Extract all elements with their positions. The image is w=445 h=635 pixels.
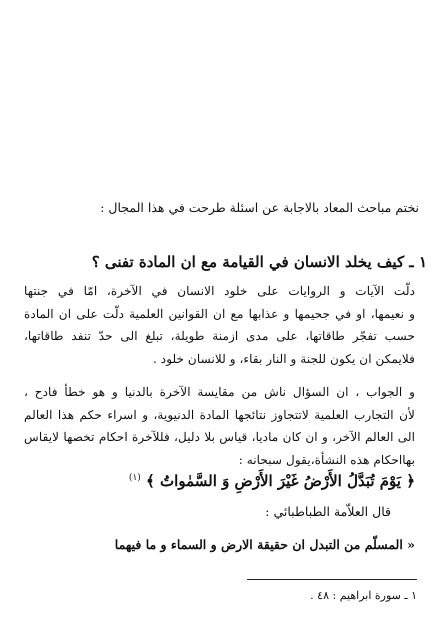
paragraph-line: حسب تفجّر طاقاتها، على مدى ازمنة طويلة، تبلغ الى حدّ تنفد طاقاتها، (24, 329, 415, 343)
quotation-start: « المسلّم من التبدل ان حقيقة الارض و السماء و ما فيهما (114, 537, 415, 552)
paragraph-line: دلّت الآيات و الروايات على خلود الانسان في الآخرة، امّا في جنتها (24, 284, 415, 298)
verse-text: ﴿ يَوْمَ تُبَدَّلُ الأَرْضُ غَيْرَ الأَرْضِ وَ السَّمٰواتُ ﴾ (146, 472, 415, 490)
attribution-line: قال العلاّمة الطباطبائي : (265, 504, 391, 519)
paragraph-line: و الجواب ، ان السؤال ناش من مقايسة الآخرة بالدنيا و هو خطأ فادح ، (24, 385, 415, 399)
question-heading: ١ ـ كيف يخلد الانسان في القيامة مع ان المادة تفنى ؟ (91, 253, 427, 271)
paragraph-line: لأن التجارب العلمية لاتتجاوز نتائجها المادة الدنيوية، و اسراء حكم هذا العالم (24, 407, 415, 422)
paragraph-question-context (24, 280, 415, 370)
footnote-divider (247, 579, 417, 580)
intro-text: نختم مباحث المعاد بالاجابة عن اسئلة طرحت في هذا المجال : (100, 200, 419, 215)
paragraph-line: فلايمكن ان يكون للجنة و النار بقاء، و للانسان خلود . (153, 351, 415, 366)
quran-verse (70, 472, 415, 490)
paragraph-line: بهااحكام هذه النشأة،يقول سبحانه : (238, 452, 415, 467)
paragraph-line: و نعيمها، او في جحيمها و عذابها مع ان القوانين العلمية دلّت على ان المادة (24, 306, 415, 321)
footnote-marker: (١) (128, 473, 141, 483)
paragraph-line: الى العالم الآخر، و ان كان ماديا، قياس بلا دليل، فللآخرة احكام تخصها لايقاس (24, 430, 415, 444)
footnote: ١ ـ سورة ابراهيم : ٤٨ . (310, 589, 417, 602)
paragraph-answer (24, 381, 415, 471)
